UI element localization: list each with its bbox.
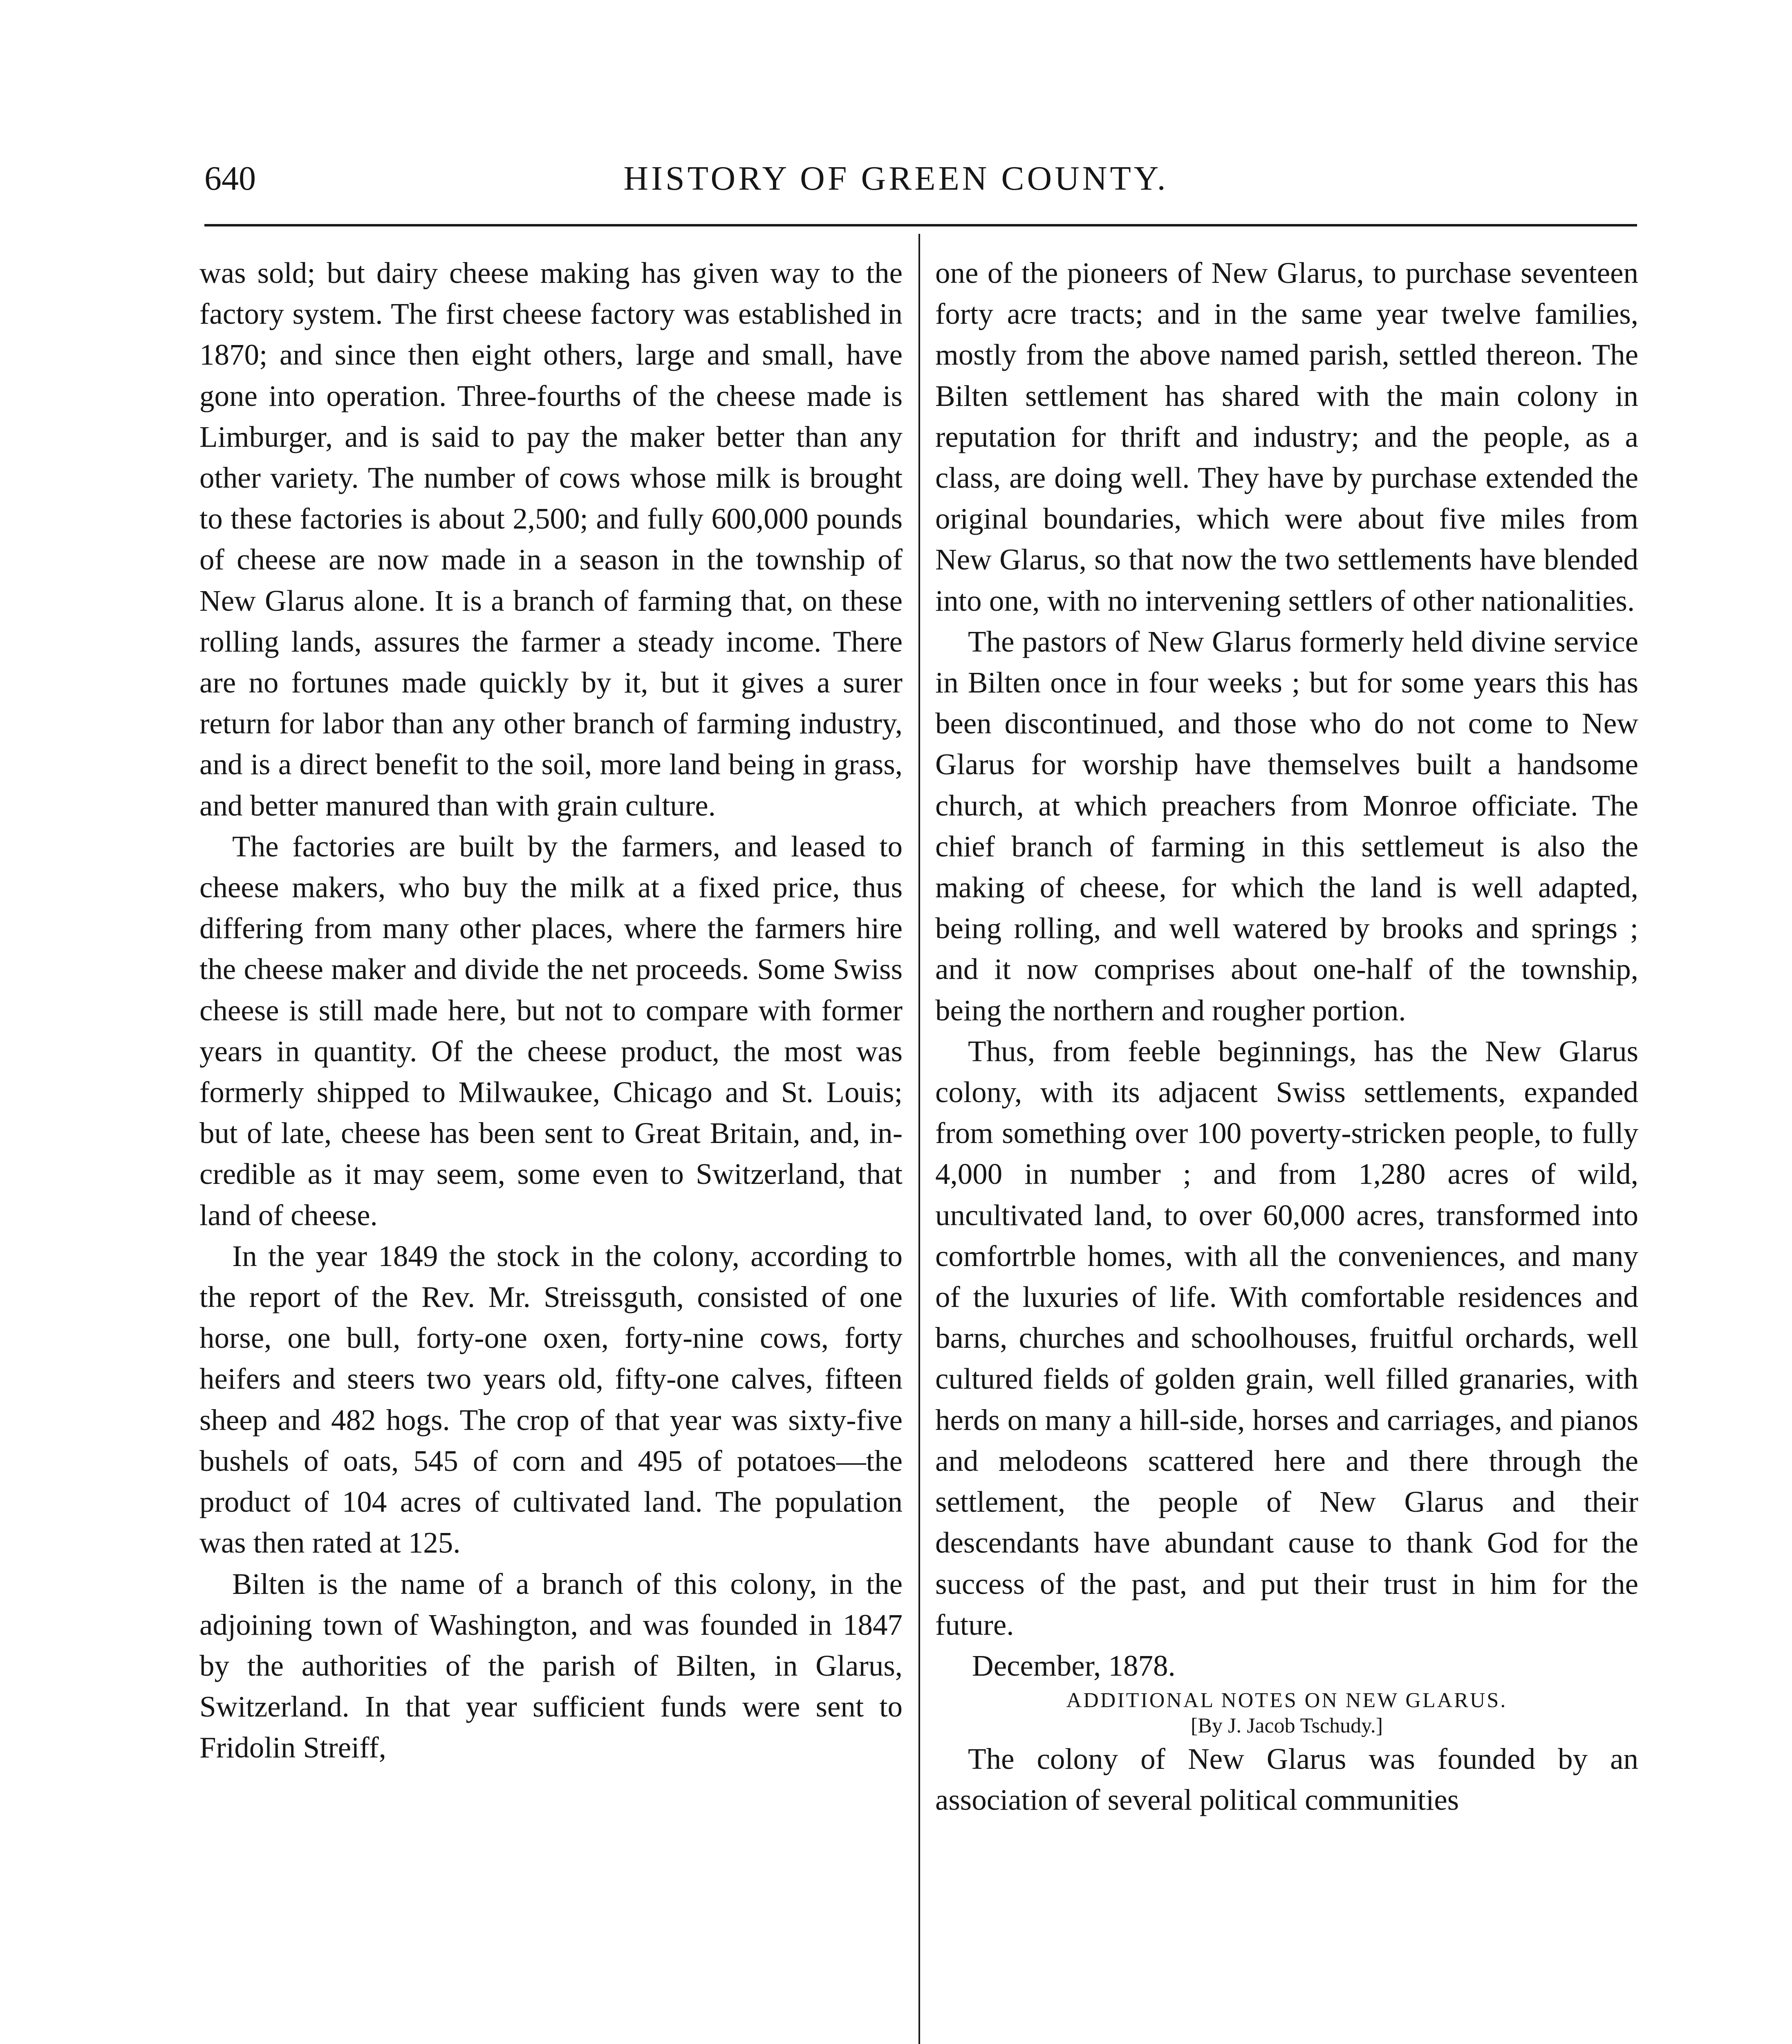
paragraph: The pastors of New Glarus formerly held divine service in Bilten once in four weeks ; but for some years this has been discontinued, and those who do not come to New Glarus for worship have themselves built a handsome church, at which preachers from Monroe officiate. The chief branch of farming in this settlemeut is also the making of cheese, for which the land is well adapted, being rolling, and well watered by brooks and springs ; and it now comprises about one-half of the township, being the northern and rougher portion. [935,625,1638,1027]
left-column [199,253,903,1768]
running-title: HISTORY OF GREEN COUNTY. [623,159,1169,197]
paragraph: was sold; but dairy cheese making has given way to the factory system. The first cheese factory was established in 1870; and since then eight others, large and small, have gone into operation. Three-fourths of the cheese made is Limburger, and is said to pay the maker better than any other variety. The number of cows whose milk is brought to these factories is about 2,500; and fully 600,000 pounds of cheese are now made in a season in the township of New Glarus alone. It is a branch of farming that, on these rolling lands, assures the farmer a steady income. There are no fortunes made quickly by it, but it gives a surer return for labor than any other branch of farming industry, and is a direct benefit to the soil, more land being in grass, and better manured than with grain culture. [199,256,903,822]
paragraph: Thus, from feeble beginnings, has the New Glarus colony, with its adjacent Swiss settlements, expanded from something over 100 poverty-stricken people, to fully 4,000 in number ; and from 1,280 acres of wild, uncultivated land, to over 60,000 acres, transformed into comfortrble homes, with all the conveniences, and many of the luxuries of life. With comfortable residences and barns, churches and schoolhouses, fruitful orchards, well cultured fields of golden grain, well filled granaries, with herds on many a hill-side, horses and carriages, and pianos and melodeons scattered here and there through the settlement, the people of New Glarus and their descendants have abundant cause to thank God for the success of the past, and put their trust in him for the future. [935,1034,1638,1641]
header-rule [204,224,1637,226]
paragraph: In the year 1849 the stock in the colony, according to the report of the Rev. Mr. Streissguth, consisted of one horse, one bull, forty-one oxen, forty-nine cows, forty heifers and steers two years old, fifty-one calves, fifteen sheep and 482 hogs. The crop of that year was sixty-five bushels of oats, 545 of corn and 495 of potatoes—the product of 104 acres of cultivated land. The population was then rated at 125. [199,1239,903,1560]
paragraph: The factories are built by the farmers, and leased to cheese makers, who buy the milk at a fixed price, thus differing from many other places, where the farmers hire the cheese maker and divide the net proceeds. Some Swiss cheese is still made here, but not to compare with former years in quantity. Of the cheese product, the most was formerly shipped to Milwaukee, Chicago and St. Louis; but of late, cheese has been sent to Great Britain, and, incredible as it may seem, some even to Switzerland, that land of cheese. [199,829,903,1232]
paragraph: The colony of New Glarus was founded by an association of several political communities [935,1742,1638,1817]
paragraph: one of the pioneers of New Glarus, to purchase seventeen forty acre tracts; and in the same year twelve families, mostly from the above named parish, settled thereon. The Bilten settlement has shared with the main colony in reputation for thrift and industry; and the people, as a class, are doing well. They have by purchase extended the original boundaries, which were about five miles from New Glarus, so that now the two settlements have blended into one, with no intervening settlers of other nationalities. [935,256,1638,617]
paragraph: Bilten is the name of a branch of this colony, in the adjoining town of Washington, and was founded in 1847 by the authorities of the parish of Bilten, in Glarus, Switzerland. In that year sufficient funds were sent to Fridolin Streiff, [199,1567,903,1764]
page-number: 640 [204,159,256,197]
section-heading: ADDITIONAL NOTES ON NEW GLARUS. [1066,1689,1508,1712]
dateline: December, 1878. [972,1649,1176,1682]
section-byline: [By J. Jacob Tschudy.] [1190,1714,1383,1738]
right-column [935,253,1638,1821]
column-divider [918,234,920,2044]
